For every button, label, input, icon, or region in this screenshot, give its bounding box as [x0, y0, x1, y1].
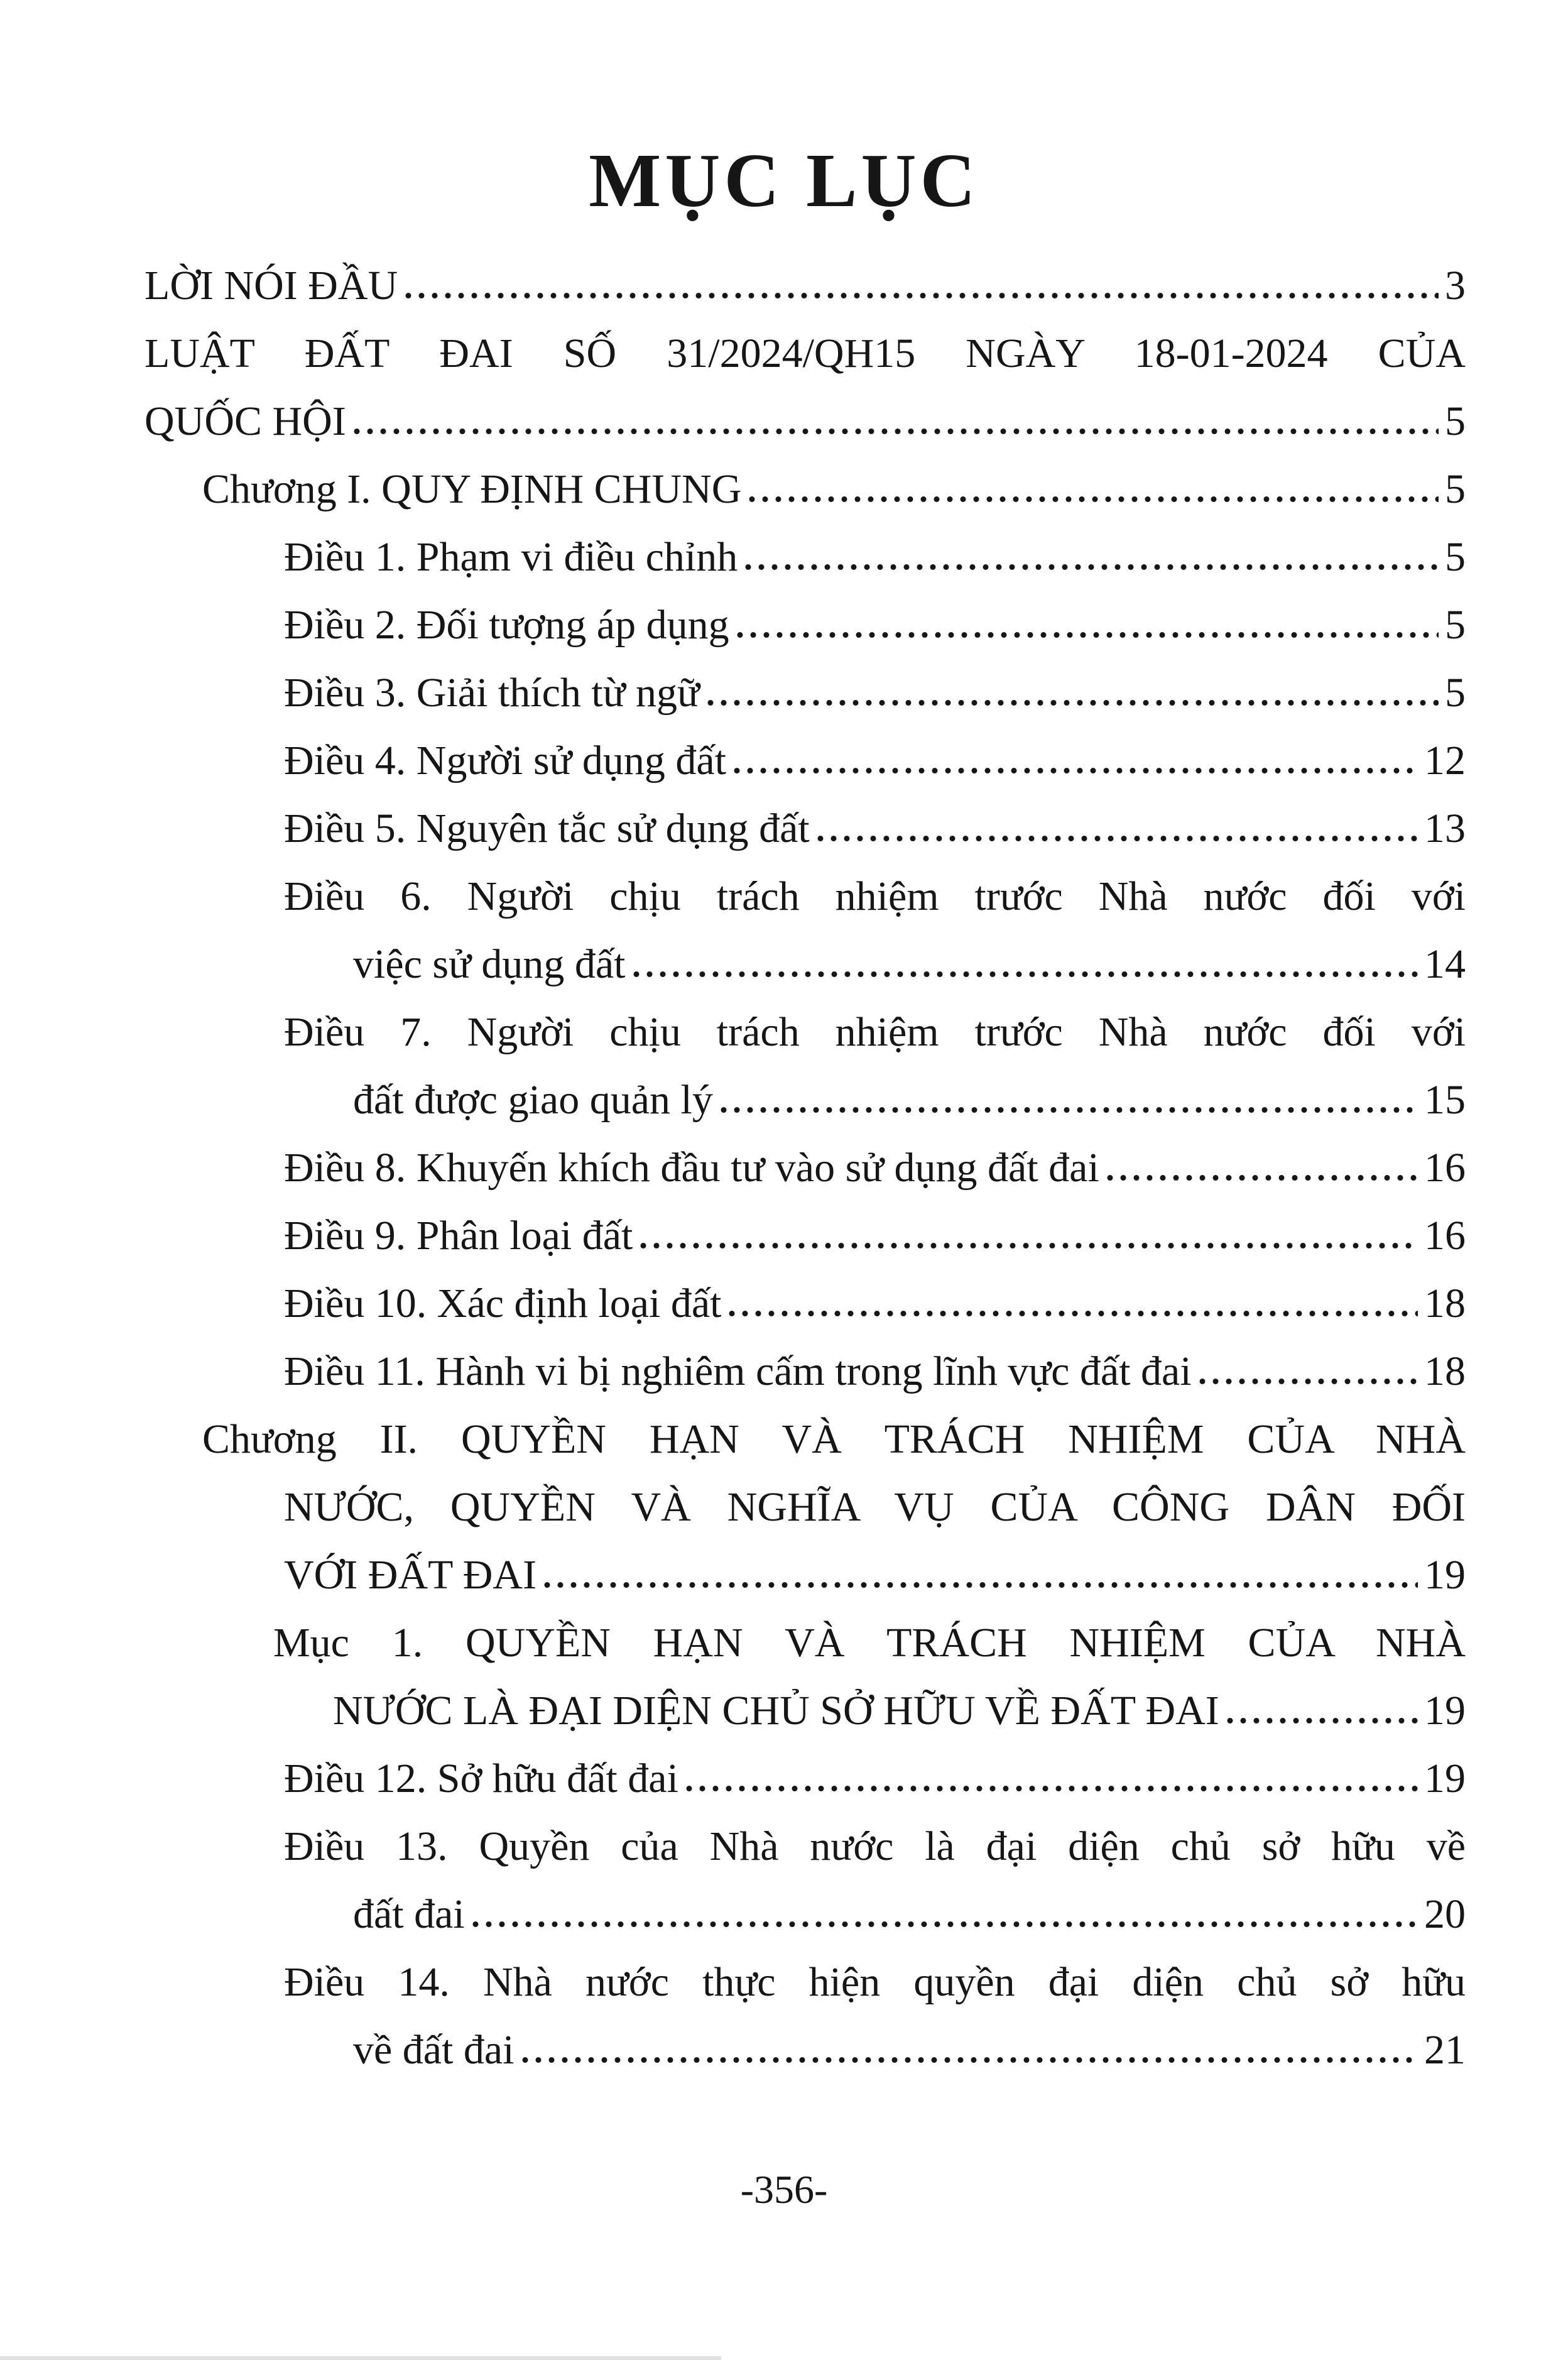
toc-entry-text: QUỐC HỘI — [144, 398, 346, 445]
toc-entry — [144, 1406, 1466, 1609]
toc-page-number: 5 — [1445, 602, 1466, 648]
dot-leader — [1107, 1174, 1418, 1181]
toc-entry-line — [284, 727, 1466, 795]
toc-entry-line — [284, 1134, 1466, 1202]
toc-page-number: 3 — [1445, 263, 1466, 309]
toc-entry-text: Điều 2. Đối tượng áp dụng — [284, 602, 729, 648]
dot-leader — [721, 1106, 1418, 1113]
toc-entry — [144, 320, 1466, 456]
dot-leader — [686, 1785, 1418, 1792]
toc-entry-line — [353, 2016, 1466, 2084]
toc-entry-text: Điều 1. Phạm vi điều chỉnh — [284, 534, 738, 581]
toc-entry-text: Điều 10. Xác định loại đất — [284, 1281, 722, 1327]
dot-leader — [640, 1242, 1418, 1249]
toc-entry-line: Điều 14. Nhà nước thực hiện quyền đại diện chủ sở hữu — [284, 1959, 1466, 2006]
toc-entry-text: Điều 11. Hành vi bị nghiêm cấm trong lĩnh vực đất đai — [284, 1348, 1192, 1395]
toc-page-number: 14 — [1424, 941, 1466, 988]
toc-entry-text: Chương I. QUY ĐỊNH CHUNG — [202, 466, 742, 513]
toc-entry-line — [284, 1270, 1466, 1338]
toc-entry — [144, 795, 1466, 863]
toc-page-number: 13 — [1424, 806, 1466, 852]
toc-entry — [144, 727, 1466, 795]
dot-leader — [633, 971, 1418, 978]
dot-leader — [817, 835, 1418, 842]
toc-entry-line: Điều 6. Người chịu trách nhiệm trước Nhà nước đối với — [284, 873, 1466, 920]
toc-entry-text: Điều 8. Khuyến khích đầu tư vào sử dụng đất đai — [284, 1145, 1099, 1191]
toc-entry-text: VỚI ĐẤT ĐAI — [284, 1552, 537, 1598]
toc-entry-text: đất đai — [353, 1891, 465, 1938]
toc-entry — [144, 1948, 1466, 2084]
toc-entry-line — [353, 1066, 1466, 1134]
toc-entry-line — [353, 1881, 1466, 1948]
toc-entry-text: việc sử dụng đất — [353, 941, 626, 988]
toc-entry-line — [353, 931, 1466, 998]
toc-entry-text: về đất đai — [353, 2027, 514, 2073]
toc-entry-line — [284, 1338, 1466, 1406]
toc-page-number: 19 — [1424, 1552, 1466, 1598]
toc-page-number: 16 — [1424, 1145, 1466, 1191]
toc-entry — [144, 1134, 1466, 1202]
toc-entry-line — [284, 523, 1466, 591]
toc-page-number: 18 — [1424, 1348, 1466, 1395]
toc-entry-line — [202, 456, 1466, 523]
dot-leader — [707, 699, 1439, 706]
toc-entry-line: Chương II. QUYỀN HẠN VÀ TRÁCH NHIỆM CỦA NHÀ — [202, 1416, 1466, 1463]
toc-entry — [144, 523, 1466, 591]
toc-entry-line — [284, 659, 1466, 727]
toc-entry — [144, 456, 1466, 523]
toc-entry — [144, 1745, 1466, 1813]
toc-entry-line — [144, 388, 1466, 456]
dot-leader — [472, 1921, 1418, 1928]
toc-entry-line: NƯỚC, QUYỀN VÀ NGHĨA VỤ CỦA CÔNG DÂN ĐỐI — [284, 1484, 1466, 1531]
toc-entry — [144, 1270, 1466, 1338]
footer-page-number: -356- — [740, 2167, 828, 2212]
toc-entry — [144, 1338, 1466, 1406]
toc-entry — [144, 1202, 1466, 1270]
toc-entry-line — [284, 1541, 1466, 1609]
toc-page-number: 19 — [1424, 1688, 1466, 1734]
page-title: MỤC LỤC — [589, 138, 979, 223]
toc-entry — [144, 1813, 1466, 1948]
table-of-contents — [0, 252, 1568, 2084]
toc-page-number: 5 — [1445, 534, 1466, 581]
dot-leader — [745, 564, 1439, 571]
toc-page-number: 21 — [1424, 2027, 1466, 2073]
toc-page-number: 5 — [1445, 398, 1466, 445]
dot-leader — [522, 2057, 1418, 2063]
toc-entry — [144, 591, 1466, 659]
toc-entry-text: Điều 5. Nguyên tắc sử dụng đất — [284, 806, 810, 852]
dot-leader — [734, 767, 1418, 774]
toc-entry-line — [333, 1677, 1466, 1745]
toc-entry-line — [284, 1202, 1466, 1270]
toc-entry — [144, 1609, 1466, 1745]
toc-entry-text: NƯỚC LÀ ĐẠI DIỆN CHỦ SỞ HỮU VỀ ĐẤT ĐAI — [333, 1688, 1219, 1734]
toc-entry — [144, 998, 1466, 1134]
dot-leader — [1227, 1717, 1418, 1724]
toc-entry-text: LỜI NÓI ĐẦU — [144, 263, 398, 309]
dot-leader — [749, 496, 1439, 503]
dot-leader — [405, 292, 1439, 299]
dot-leader — [544, 1582, 1418, 1588]
toc-entry-line — [284, 1745, 1466, 1813]
toc-page-number: 16 — [1424, 1213, 1466, 1259]
toc-entry — [144, 252, 1466, 320]
scan-edge-artifact — [0, 2356, 721, 2360]
toc-entry-text: Điều 3. Giải thích từ ngữ — [284, 670, 700, 716]
toc-entry-line — [284, 795, 1466, 863]
toc-entry-line: Điều 13. Quyền của Nhà nước là đại diện chủ sở hữu về — [284, 1823, 1466, 1870]
toc-page-number: 15 — [1424, 1077, 1466, 1123]
dot-leader — [737, 631, 1439, 638]
toc-page-number: 5 — [1445, 670, 1466, 716]
toc-entry — [144, 659, 1466, 727]
toc-entry — [144, 863, 1466, 998]
toc-page-number: 5 — [1445, 466, 1466, 513]
toc-entry-text: Điều 12. Sở hữu đất đai — [284, 1756, 678, 1802]
toc-page-number: 20 — [1424, 1891, 1466, 1938]
toc-page-number: 12 — [1424, 738, 1466, 784]
toc-page-number: 18 — [1424, 1281, 1466, 1327]
toc-entry-line: Mục 1. QUYỀN HẠN VÀ TRÁCH NHIỆM CỦA NHÀ — [273, 1620, 1466, 1666]
toc-page-number: 19 — [1424, 1756, 1466, 1802]
toc-entry-line — [144, 252, 1466, 320]
toc-entry-line: LUẬT ĐẤT ĐAI SỐ 31/2024/QH15 NGÀY 18-01-2024 CỦA — [144, 331, 1466, 377]
toc-entry-text: Điều 9. Phân loại đất — [284, 1213, 633, 1259]
toc-entry-text: Điều 4. Người sử dụng đất — [284, 738, 727, 784]
dot-leader — [729, 1310, 1418, 1317]
toc-entry-line: Điều 7. Người chịu trách nhiệm trước Nhà nước đối với — [284, 1009, 1466, 1056]
toc-entry-line — [284, 591, 1466, 659]
dot-leader — [354, 428, 1439, 435]
toc-entry-text: đất được giao quản lý — [353, 1077, 713, 1123]
dot-leader — [1199, 1378, 1418, 1385]
